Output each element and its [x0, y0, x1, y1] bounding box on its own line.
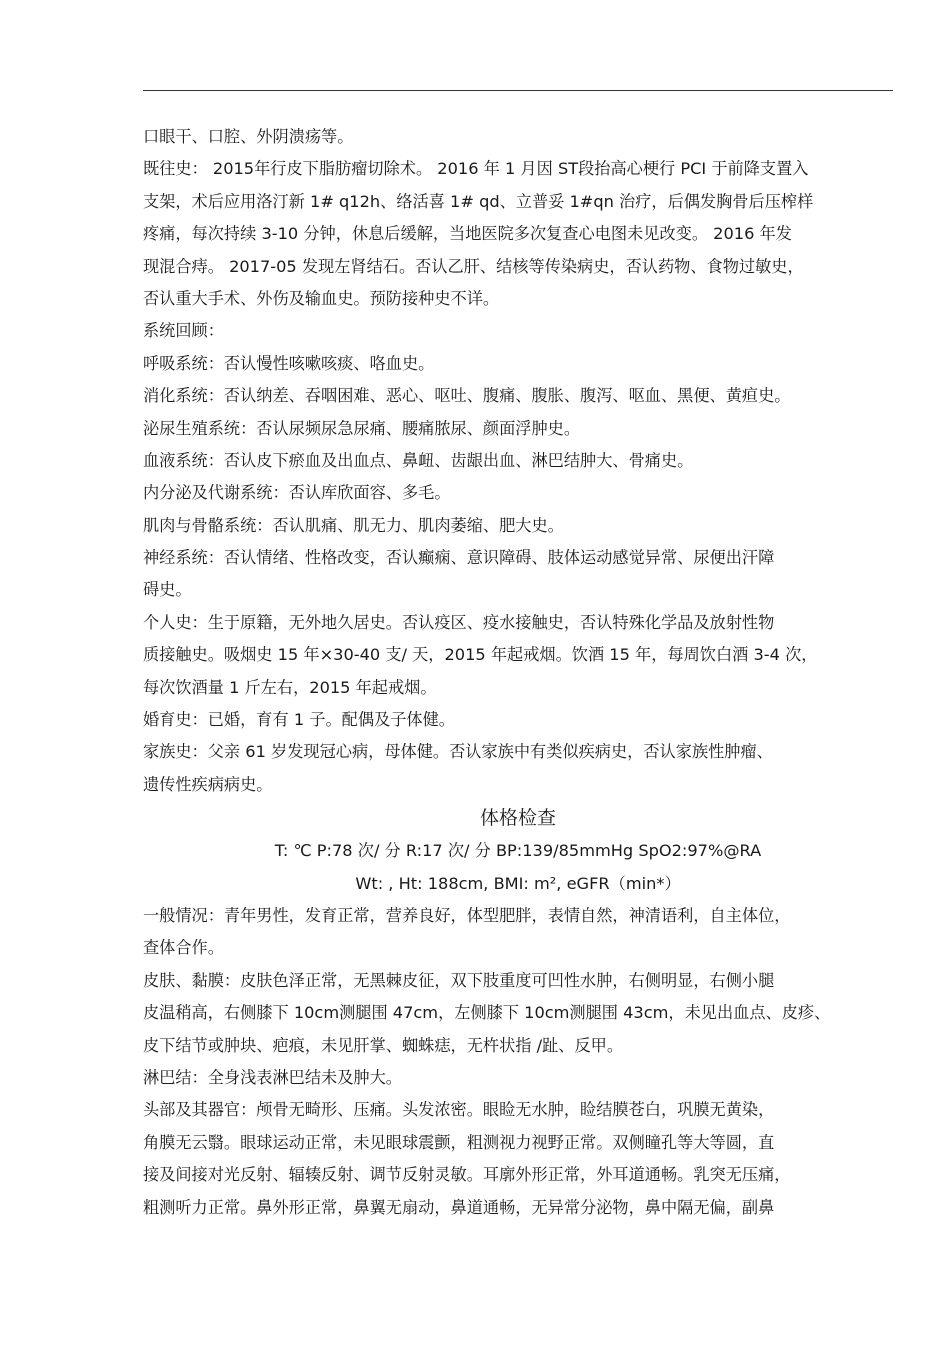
- text-line: 系统回顾：: [143, 321, 224, 341]
- text-line: 接及间接对光反射、辐辏反射、调节反射灵敏。耳廓外形正常，外耳道通畅。乳突无压痛，: [143, 1165, 791, 1185]
- text-line: 皮肤、黏膜：皮肤色泽正常，无黑棘皮征，双下肢重度可凹性水肿，右侧明显，右侧小腿: [143, 970, 775, 990]
- text-line: 神经系统：否认情绪、性格改变，否认癫痫、意识障碍、肢体运动感觉异常、尿便出汗障: [143, 548, 775, 568]
- text-line: 疼痛，每次持续 3-10 分钟，休息后缓解，当地医院多次复查心电图未见改变。 2016 年发: [143, 224, 792, 244]
- text-line: 婚育史：已婚，育有 1 子。配偶及子体健。: [143, 710, 455, 730]
- header-rule: [143, 90, 893, 91]
- text-line: 否认重大手术、外伤及输血史。预防接种史不详。: [143, 288, 500, 308]
- text-line: 查体合作。: [143, 938, 224, 958]
- section-title: 体格检查: [479, 807, 556, 830]
- text-line: 头部及其器官：颅骨无畸形、压痛。头发浓密。眼睑无水肿，睑结膜苍白，巩膜无黄染，: [143, 1100, 775, 1120]
- text-line: 既往史： 2015年行皮下脂肪瘤切除术。 2016 年 1 月因 ST段抬高心梗行 PCI 于前降支置入: [143, 159, 809, 179]
- text-line: 家族史：父亲 61 岁发现冠心病，母体健。否认家族中有类似疾病史，否认家族性肿瘤、: [143, 742, 773, 762]
- text-line: 支架，术后应用洛汀新 1# q12h、络活喜 1# qd、立普妥 1#qn 治疗，后偶发胸骨后压榨样: [143, 191, 814, 211]
- text-line: 个人史：生于原籍，无外地久居史。否认疫区、疫水接触史，否认特殊化学品及放射性物: [143, 612, 775, 632]
- document-body: [143, 121, 893, 1224]
- vitals-line-1: T: ℃ P:78 次/ 分 R:17 次/ 分 BP:139/85mmHg SpO2:97%@RA: [274, 841, 762, 861]
- text-line: 呼吸系统：否认慢性咳嗽咳痰、咯血史。: [143, 353, 435, 373]
- text-line: 现混合痔。 2017-05 发现左肾结石。否认乙肝、结核等传染病史，否认药物、食物过敏史，: [143, 256, 804, 276]
- text-line: 质接触史。吸烟史 15 年×30-40 支/ 天，2015 年起戒烟。饮酒 15 年，每周饮白酒 3-4 次，: [143, 645, 818, 665]
- text-line: 肌肉与骨骼系统：否认肌痛、肌无力、肌肉萎缩、肥大史。: [143, 515, 564, 535]
- exam-section: [143, 900, 893, 1224]
- text-line: 泌尿生殖系统：否认尿频尿急尿痛、腰痛脓尿、颜面浮肿史。: [143, 418, 581, 438]
- text-line: 角膜无云翳。眼球运动正常，未见眼球震颤，粗测视力视野正常。双侧瞳孔等大等圆，直: [143, 1132, 775, 1152]
- text-line: 淋巴结：全身浅表淋巴结未及肿大。: [143, 1067, 402, 1087]
- text-line: 血液系统：否认皮下瘀血及出血点、鼻衄、齿龈出血、淋巴结肿大、骨痛史。: [143, 450, 694, 470]
- text-line: 消化系统：否认纳差、吞咽困难、恶心、呕吐、腹痛、腹胀、腹泻、呕血、黑便、黄疸史。: [143, 386, 791, 406]
- text-line: 碍史。: [143, 580, 192, 600]
- text-line: 内分泌及代谢系统：否认库欣面容、多毛。: [143, 483, 451, 503]
- text-line: 每次饮酒量 1 斤左右，2015 年起戒烟。: [143, 677, 437, 697]
- history-section: [143, 121, 893, 801]
- text-line: 一般情况：青年男性，发育正常，营养良好，体型肥胖，表情自然，神清语利，自主体位，: [143, 905, 791, 925]
- text-line: 皮温稍高，右侧膝下 10cm测腿围 47cm，左侧膝下 10cm测腿围 43cm，未见出血点、皮疹、: [143, 1003, 831, 1023]
- text-line: 粗测听力正常。鼻外形正常，鼻翼无扇动，鼻道通畅，无异常分泌物，鼻中隔无偏，副鼻: [143, 1197, 775, 1217]
- vitals-line-2: Wt: , Ht: 188cm, BMI: m², eGFR（min*）: [355, 873, 681, 893]
- text-line: 口眼干、口腔、外阴溃疡等。: [143, 127, 354, 146]
- text-line: 皮下结节或肿块、疤痕，未见肝掌、蜘蛛痣，无杵状指 /趾、反甲。: [143, 1035, 624, 1055]
- text-line: 遗传性疾病病史。: [143, 774, 273, 794]
